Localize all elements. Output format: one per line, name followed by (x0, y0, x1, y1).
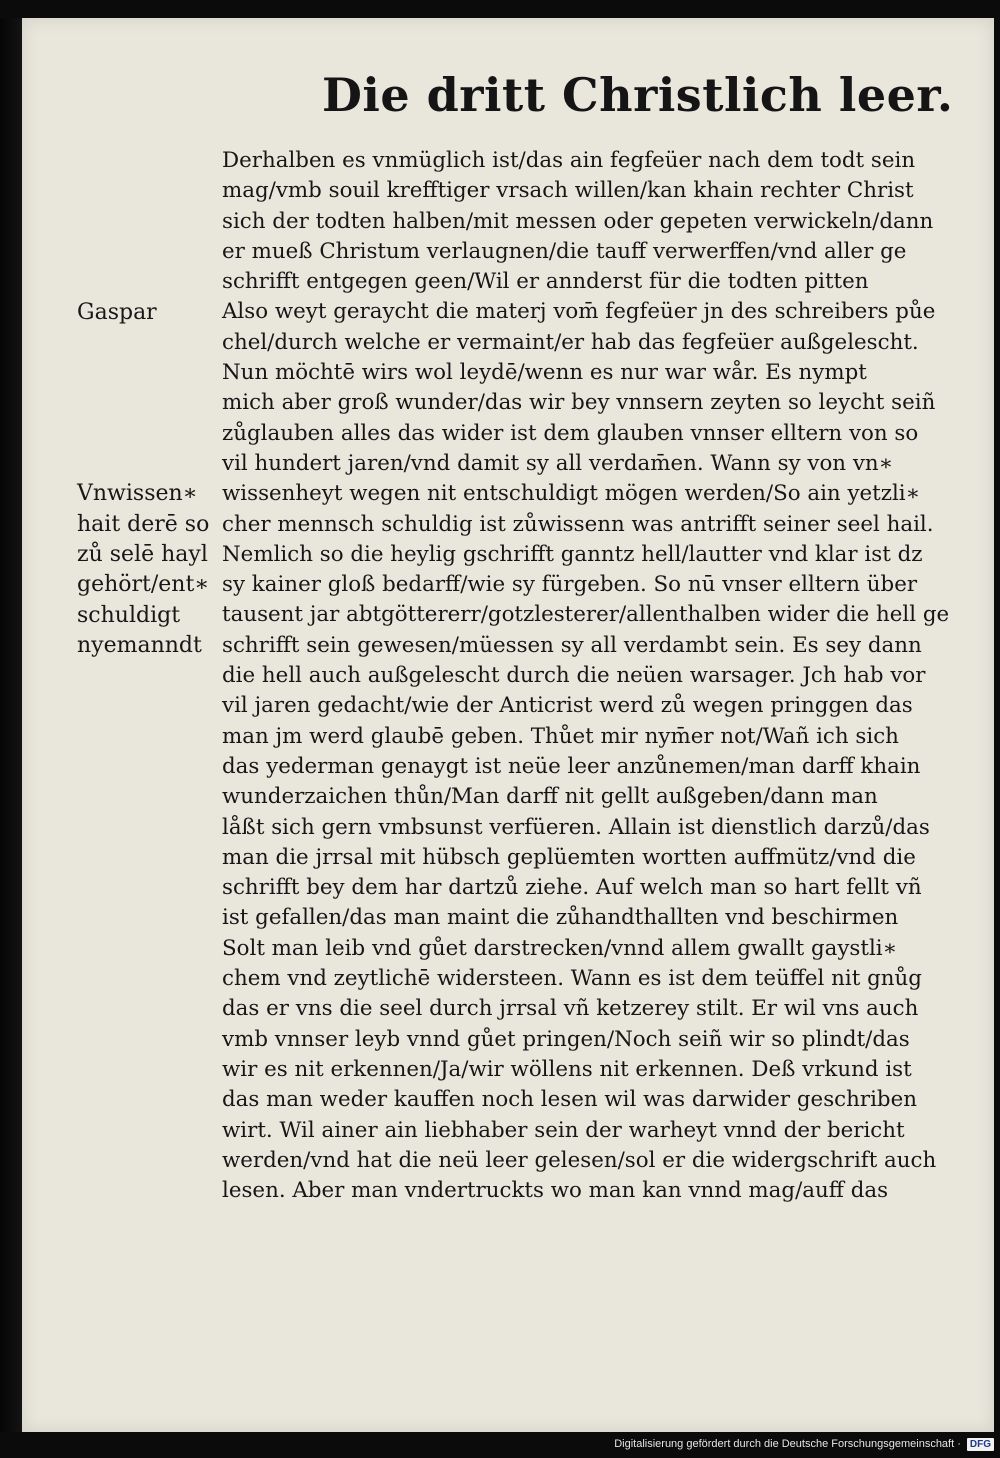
text-line: wir es nit erkennen/Ja/wir wöllens nit erkennen. Deß vrkund ist (222, 1056, 912, 1082)
text-line: mich aber groß wunder/das wir bey vnnsern zeyten so leycht seiñ (222, 390, 936, 416)
margin-note: nyemanndt (77, 632, 202, 658)
dfg-logo: DFG (967, 1438, 994, 1451)
text-line: das man weder kauffen noch lesen wil was darwider geschriben (222, 1087, 917, 1113)
text-line: ist gefallen/das man maint die zůhandthallten vnd beschirmen (222, 905, 899, 931)
text-line: Derhalben es vnmüglich ist/das ain fegfeüer nach dem todt sein (222, 148, 916, 173)
text-line: vmb vnnser leyb vnnd gůet pringen/Noch seiñ wir so plindt/das (222, 1026, 910, 1052)
margin-note: gehört/ent∗ (77, 572, 210, 598)
text-line: vil hundert jaren/vnd damit sy all verdam̄en. Wann sy von vn∗ (222, 450, 894, 476)
text-line: das yederman genaygt ist neüe leer anzůnemen/man darff khain (222, 753, 921, 779)
text-line: Also weyt geraycht die materj vom̄ fegfeüer jn des schreibers půe (222, 299, 936, 325)
text-line: die hell auch außgelescht durch die neüen warsager. Jch hab vor (222, 663, 926, 689)
text-line: Solt man leib vnd gůet darstrecken/vnnd allem gwallt gaystli∗ (222, 935, 898, 961)
text-line: man die jrrsal mit hübsch geplüemten wortten auffmütz/vnd die (222, 844, 916, 870)
margin-note: schuldigt (77, 602, 181, 628)
margin-note: zů selē hayl (77, 541, 208, 567)
book-page (22, 18, 994, 1432)
text-line: chem vnd zeytlichē widersteen. Wann es ist dem teüffel nit gnůg (222, 966, 922, 992)
text-line: zůglauben alles das wider ist dem glauben vnnser elltern von so (222, 420, 919, 446)
text-line: wissenheyt wegen nit entschuldigt mögen werden/So ain yetzli∗ (222, 481, 921, 507)
text-line: schrifft sein gewesen/müessen sy all verdambt sein. Es sey dann (222, 632, 922, 658)
margin-note: Vnwissen∗ (77, 481, 198, 507)
text-line: tausent jar abtgöttererr/gotzlesterer/allenthalben wider die hell ge (222, 602, 950, 628)
text-line: wunderzaichen thůn/Man darff nit gellt außgeben/dann man (222, 784, 878, 810)
text-line: lesen. Aber man vndertruckts wo man kan vnnd mag/auff das (222, 1178, 889, 1204)
text-line: Nun möchtē wirs wol leydē/wenn es nur war wår. Es nympt (222, 360, 867, 386)
text-line: mag/vmb souil krefftiger vrsach willen/kan khain rechter Christ (222, 178, 914, 204)
footer (614, 1436, 994, 1452)
margin-note: Gaspar (77, 299, 157, 325)
text-line: wirt. Wil ainer ain liebhaber sein der warheyt vnnd der bericht (222, 1117, 905, 1143)
margin-note: hait derē so (77, 511, 210, 537)
text-line: das er vns die seel durch jrrsal vñ ketzerey stilt. Er wil vns auch (222, 996, 919, 1022)
text-line: chel/durch welche er vermaint/er hab das fegfeüer außgelescht. (222, 329, 919, 355)
text-line: schrifft entgegen geen/Wil er annderst für die todten pitten (222, 269, 869, 295)
footer-credit: Digitalisierung gefördert durch die Deutsche Forschungsgemeinschaft · (614, 1438, 961, 1450)
running-head: Die dritt Christlich leer. (322, 68, 954, 122)
text-line: Nemlich so die heylig gschrifft ganntz hell/lautter vnd klar ist dz (222, 541, 923, 567)
text-line: er mueß Christum verlaugnen/die tauff verwerffen/vnd aller ge (222, 238, 907, 264)
text-line: schrifft bey dem har dartzů ziehe. Auf welch man so hart fellt vñ (222, 875, 922, 901)
book-spine-shadow (0, 18, 22, 1432)
text-line: werden/vnd hat die neü leer gelesen/sol er die widergschrift auch (222, 1147, 937, 1173)
main-text-block (222, 146, 962, 1206)
text-line: cher mennsch schuldig ist zůwissenn was antrifft seiner seel hail. (222, 511, 934, 537)
text-line: låßt sich gern vmbsunst verfüeren. Allain ist dienstlich darzů/das (222, 814, 930, 840)
text-line: man jm werd glaubē geben. Thůet mir nym̄er not/Wañ ich sich (222, 723, 899, 749)
text-line: sich der todten halben/mit messen oder gepeten verwickeln/dann (222, 208, 934, 234)
text-line: vil jaren gedacht/wie der Anticrist werd zů wegen pringgen das (222, 693, 913, 719)
text-line: sy kainer gloß bedarff/wie sy fürgeben. So nū vnser elltern über (222, 572, 918, 598)
